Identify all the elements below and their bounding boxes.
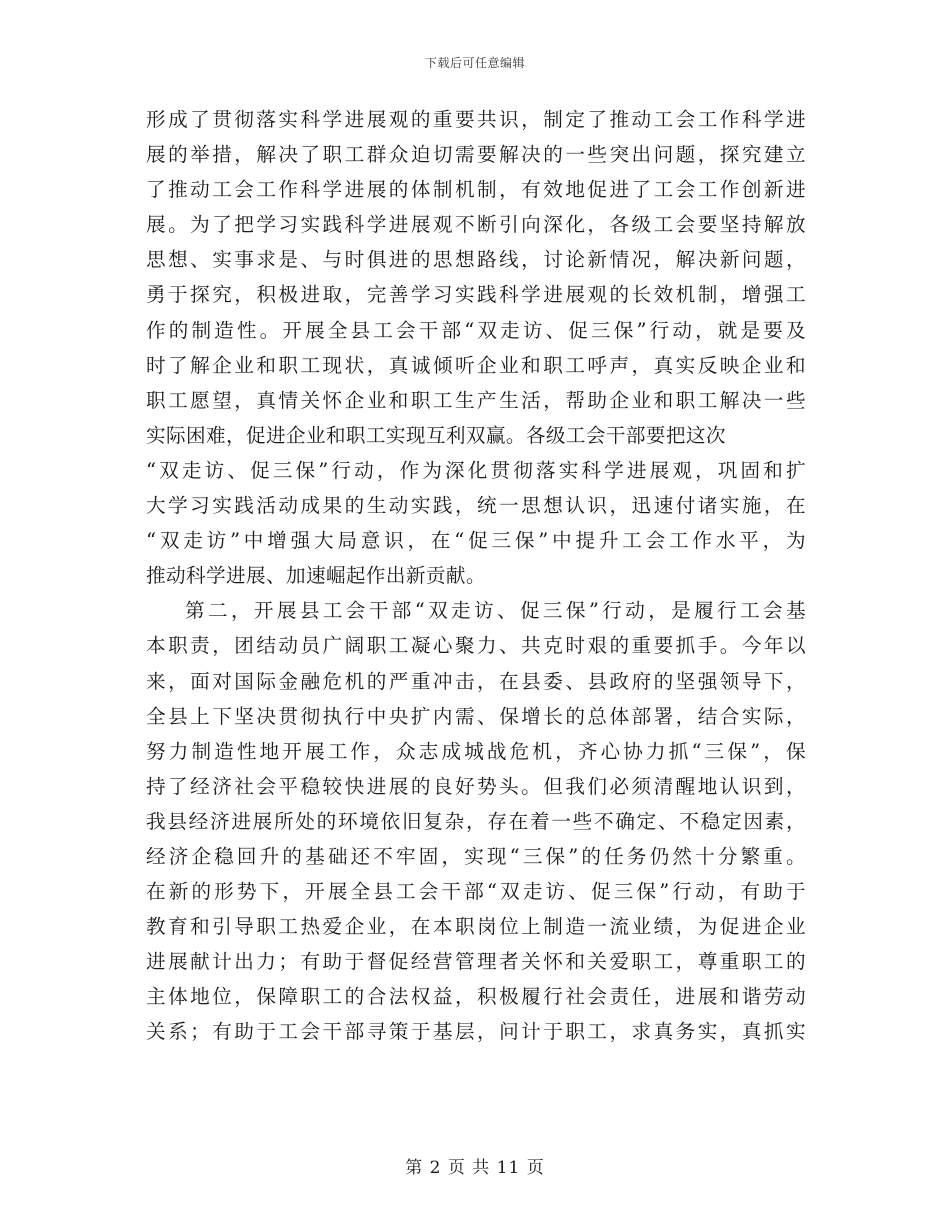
body-line: 全县上下坚决贯彻执行中央扩内需、保增长的总体部署，结合实际， [146, 704, 806, 728]
body-line: 在新的形势下，开展全县工会干部“双走访、促三保”行动，有助于 [146, 880, 806, 904]
page-number-footer: 第 2 页 共 11 页 [405, 1158, 545, 1178]
paragraph-start-line: 第二，开展县工会干部“双走访、促三保”行动，是履行工会基 [185, 599, 806, 623]
body-line: 勇于探究，积极进取，完善学习实践科学进展观的长效机制，增强工 [146, 283, 806, 307]
body-line: 主体地位，保障职工的合法权益，积极履行社会责任，进展和谐劳动 [146, 985, 806, 1009]
body-line: 持了经济社会平稳较快进展的良好势头。但我们必须清醒地认识到， [146, 774, 806, 798]
body-line: 作的制造性。开展全县工会干部“双走访、促三保”行动，就是要及 [146, 318, 806, 342]
body-line: 来，面对国际金融危机的严重冲击，在县委、县政府的坚强领导下， [146, 669, 806, 693]
body-line: 思想、实事求是、与时俱进的思想路线，讨论新情况，解决新问题， [146, 248, 806, 272]
body-line: 我县经济进展所处的环境依旧复杂，存在着一些不确定、不稳定因素， [146, 809, 806, 833]
body-line: 了推动工会工作科学进展的体制机制，有效地促进了工会工作创新进 [146, 178, 806, 202]
body-line: “双走访”中增强大局意识，在“促三保”中提升工会工作水平，为 [146, 529, 806, 553]
body-line: 经济企稳回升的基础还不牢固，实现“三保”的任务仍然十分繁重。 [146, 844, 806, 868]
body-line: 展的举措，解决了职工群众迫切需要解决的一些突出问题，探究建立 [146, 143, 806, 167]
body-line: “双走访、促三保”行动，作为深化贯彻落实科学进展观，巩固和扩 [146, 458, 806, 482]
body-line: 形成了贯彻落实科学进展观的重要共识，制定了推动工会工作科学进 [146, 108, 806, 131]
body-line: 教育和引导职工热爱企业，在本职岗位上制造一流业绩，为促进企业 [146, 915, 806, 939]
body-line: 大学习实践活动成果的生动实践，统一思想认识，迅速付诸实施，在 [146, 494, 806, 518]
body-line: 实际困难，促进企业和职工实现互利双赢。各级工会干部要把这次 [146, 423, 726, 447]
document-body [146, 102, 806, 1050]
page-header: 下载后可任意编辑 [424, 56, 525, 70]
body-line: 职工愿望，真情关怀企业和职工生产生活，帮助企业和职工解决一些 [146, 388, 806, 412]
body-line: 本职责，团结动员广阔职工凝心聚力、共克时艰的重要抓手。今年以 [146, 634, 806, 658]
body-line: 推动科学进展、加速崛起作出新贡献。 [146, 564, 486, 588]
body-line: 关系；有助于工会干部寻策于基层，问计于职工，求真务实，真抓实 [146, 1020, 806, 1044]
body-line: 进展献计出力；有助于督促经营管理者关怀和关爱职工，尊重职工的 [146, 950, 806, 974]
body-line: 展。为了把学习实践科学进展观不断引向深化，各级工会要坚持解放 [146, 213, 806, 237]
body-line: 努力制造性地开展工作，众志成城战危机，齐心协力抓“三保”，保 [146, 739, 806, 763]
body-line: 时了解企业和职工现状，真诚倾听企业和职工呼声，真实反映企业和 [146, 353, 806, 377]
